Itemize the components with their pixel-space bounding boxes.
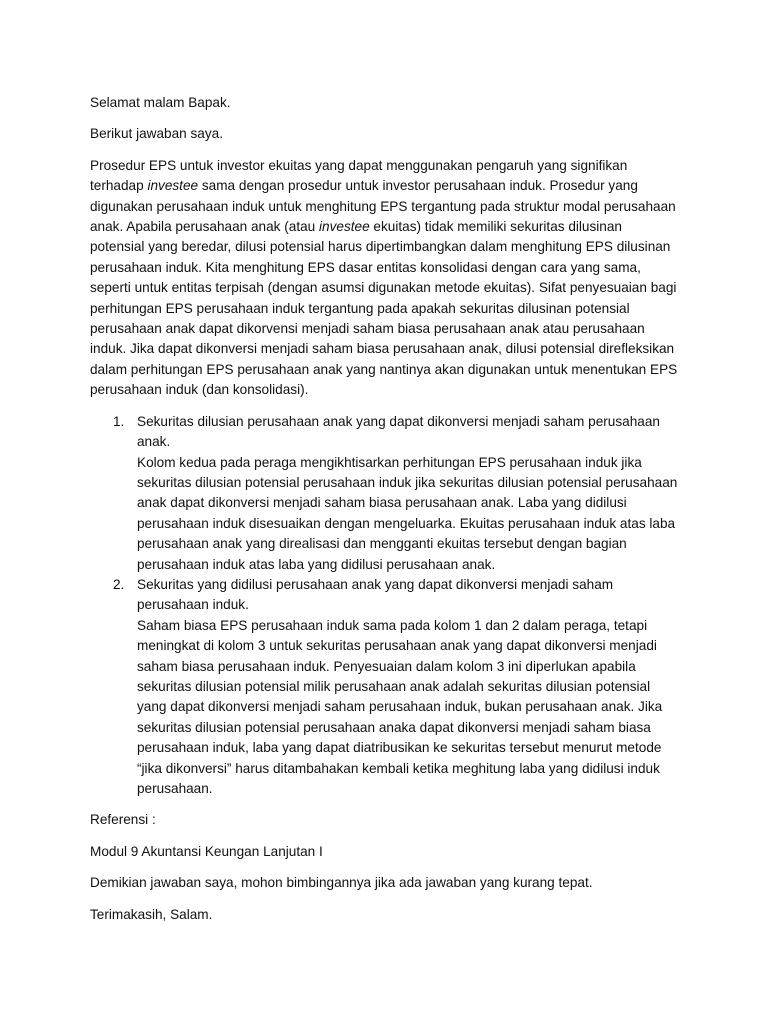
list-item-number: 1.	[113, 413, 125, 429]
reference-label: Referensi :	[90, 812, 156, 828]
document-page	[90, 93, 680, 936]
intro-text: Berikut jawaban saya.	[90, 126, 223, 142]
reference-text: Modul 9 Akuntansi Keungan Lanjutan I	[90, 843, 323, 859]
list-item-heading: Sekuritas yang didilusi perusahaan anak yang dapat dikonversi menjadi saham perusahaan induk.	[137, 576, 614, 613]
list-item-number: 2.	[113, 576, 125, 592]
list-item	[90, 412, 680, 575]
list-item	[90, 575, 680, 799]
paragraph-emphasis-1: investee	[147, 178, 199, 194]
signoff-text: Terimakasih, Salam.	[90, 906, 213, 922]
paragraph-part-1: Prosedur EPS untuk investor ekuitas yang dapat menggunakan pengaruh yang signifikan terhadap	[90, 157, 628, 194]
greeting-text: Selamat malam Bapak.	[90, 95, 231, 110]
list-item-heading: Sekuritas dilusian perusahaan anak yang dapat dikonversi menjadi saham perusahaan anak.	[137, 413, 660, 450]
paragraph-part-2: sama dengan prosedur untuk investor perusahaan induk. Prosedur yang digunakan perusahaan induk untuk menghitung EPS tergantung pada struktur modal perusahaan anak. Apabila perusahaan anak (atau	[90, 178, 676, 235]
list-item-body: Saham biasa EPS perusahaan induk sama pada kolom 1 dan 2 dalam peraga, tetapi meningkat di kolom 3 untuk sekuritas perusahaan anak yang dapat dikonversi menjadi saham biasa perusahaan induk. Penyesuaian dalam kolom 3 ini diperlukan apabila sekuritas dilusian potensial milik perusahaan anak adalah sekuritas dilusian potensial yang dapat dikonversi menjadi saham perusahaan induk, bukan perusahaan anak. Jika sekuritas dilusian potensial perusahaan anaka dapat dikonversi menjadi saham biasa perusahaan induk, laba yang dapat diatribusikan ke sekuritas tersebut menurut metode “jika dikonversi” harus ditambahakan kembali ketika meghitung laba yang didilusi induk perusahaan.	[137, 617, 663, 796]
main-paragraph	[90, 156, 680, 401]
paragraph-emphasis-2: investee	[319, 219, 370, 235]
paragraph-part-3: ekuitas) tidak memiliki sekuritas dilusinan potensial yang beredar, dilusi potensial harus dipertimbangkan dalam menghitung EPS dilusinan perusahaan induk. Kita menghitung EPS dasar entitas konsolidasi dengan cara yang sama, seperti untuk entitas terpisah (dengan asumsi digunakan metode ekuitas). Sifat penyesuaian bagi perhitungan EPS perusahaan induk tergantung pada apakah sekuritas dilusinan potensial perusahaan anak dapat dikorvensi menjadi saham biasa perusahaan anak atau perusahaan induk. Jika dapat dikonversi menjadi saham biasa perusahaan anak, dilusi potensial direfleksikan dalam perhitungan EPS perusahaan anak yang nantinya akan digunakan untuk menentukan EPS perusahaan induk (dan konsolidasi).	[90, 219, 678, 398]
closing-text: Demikian jawaban saya, mohon bimbingannya jika ada jawaban yang kurang tepat.	[90, 875, 593, 891]
list-item-body: Kolom kedua pada peraga mengikhtisarkan perhitungan EPS perusahaan induk jika sekuritas dilusian potensial perusahaan induk jika sekuritas dilusian potensial perusahaan anak dapat dikonversi menjadi saham biasa perusahaan anak. Laba yang didilusi perusahaan induk disesuaikan dengan mengeluarka. Ekuitas perusahaan induk atas laba perusahaan anak yang direalisasi dan mengganti ekuitas tersebut dengan bagian perusahaan induk atas laba yang didilusi perusahaan anak.	[137, 454, 678, 572]
numbered-list	[90, 412, 680, 800]
